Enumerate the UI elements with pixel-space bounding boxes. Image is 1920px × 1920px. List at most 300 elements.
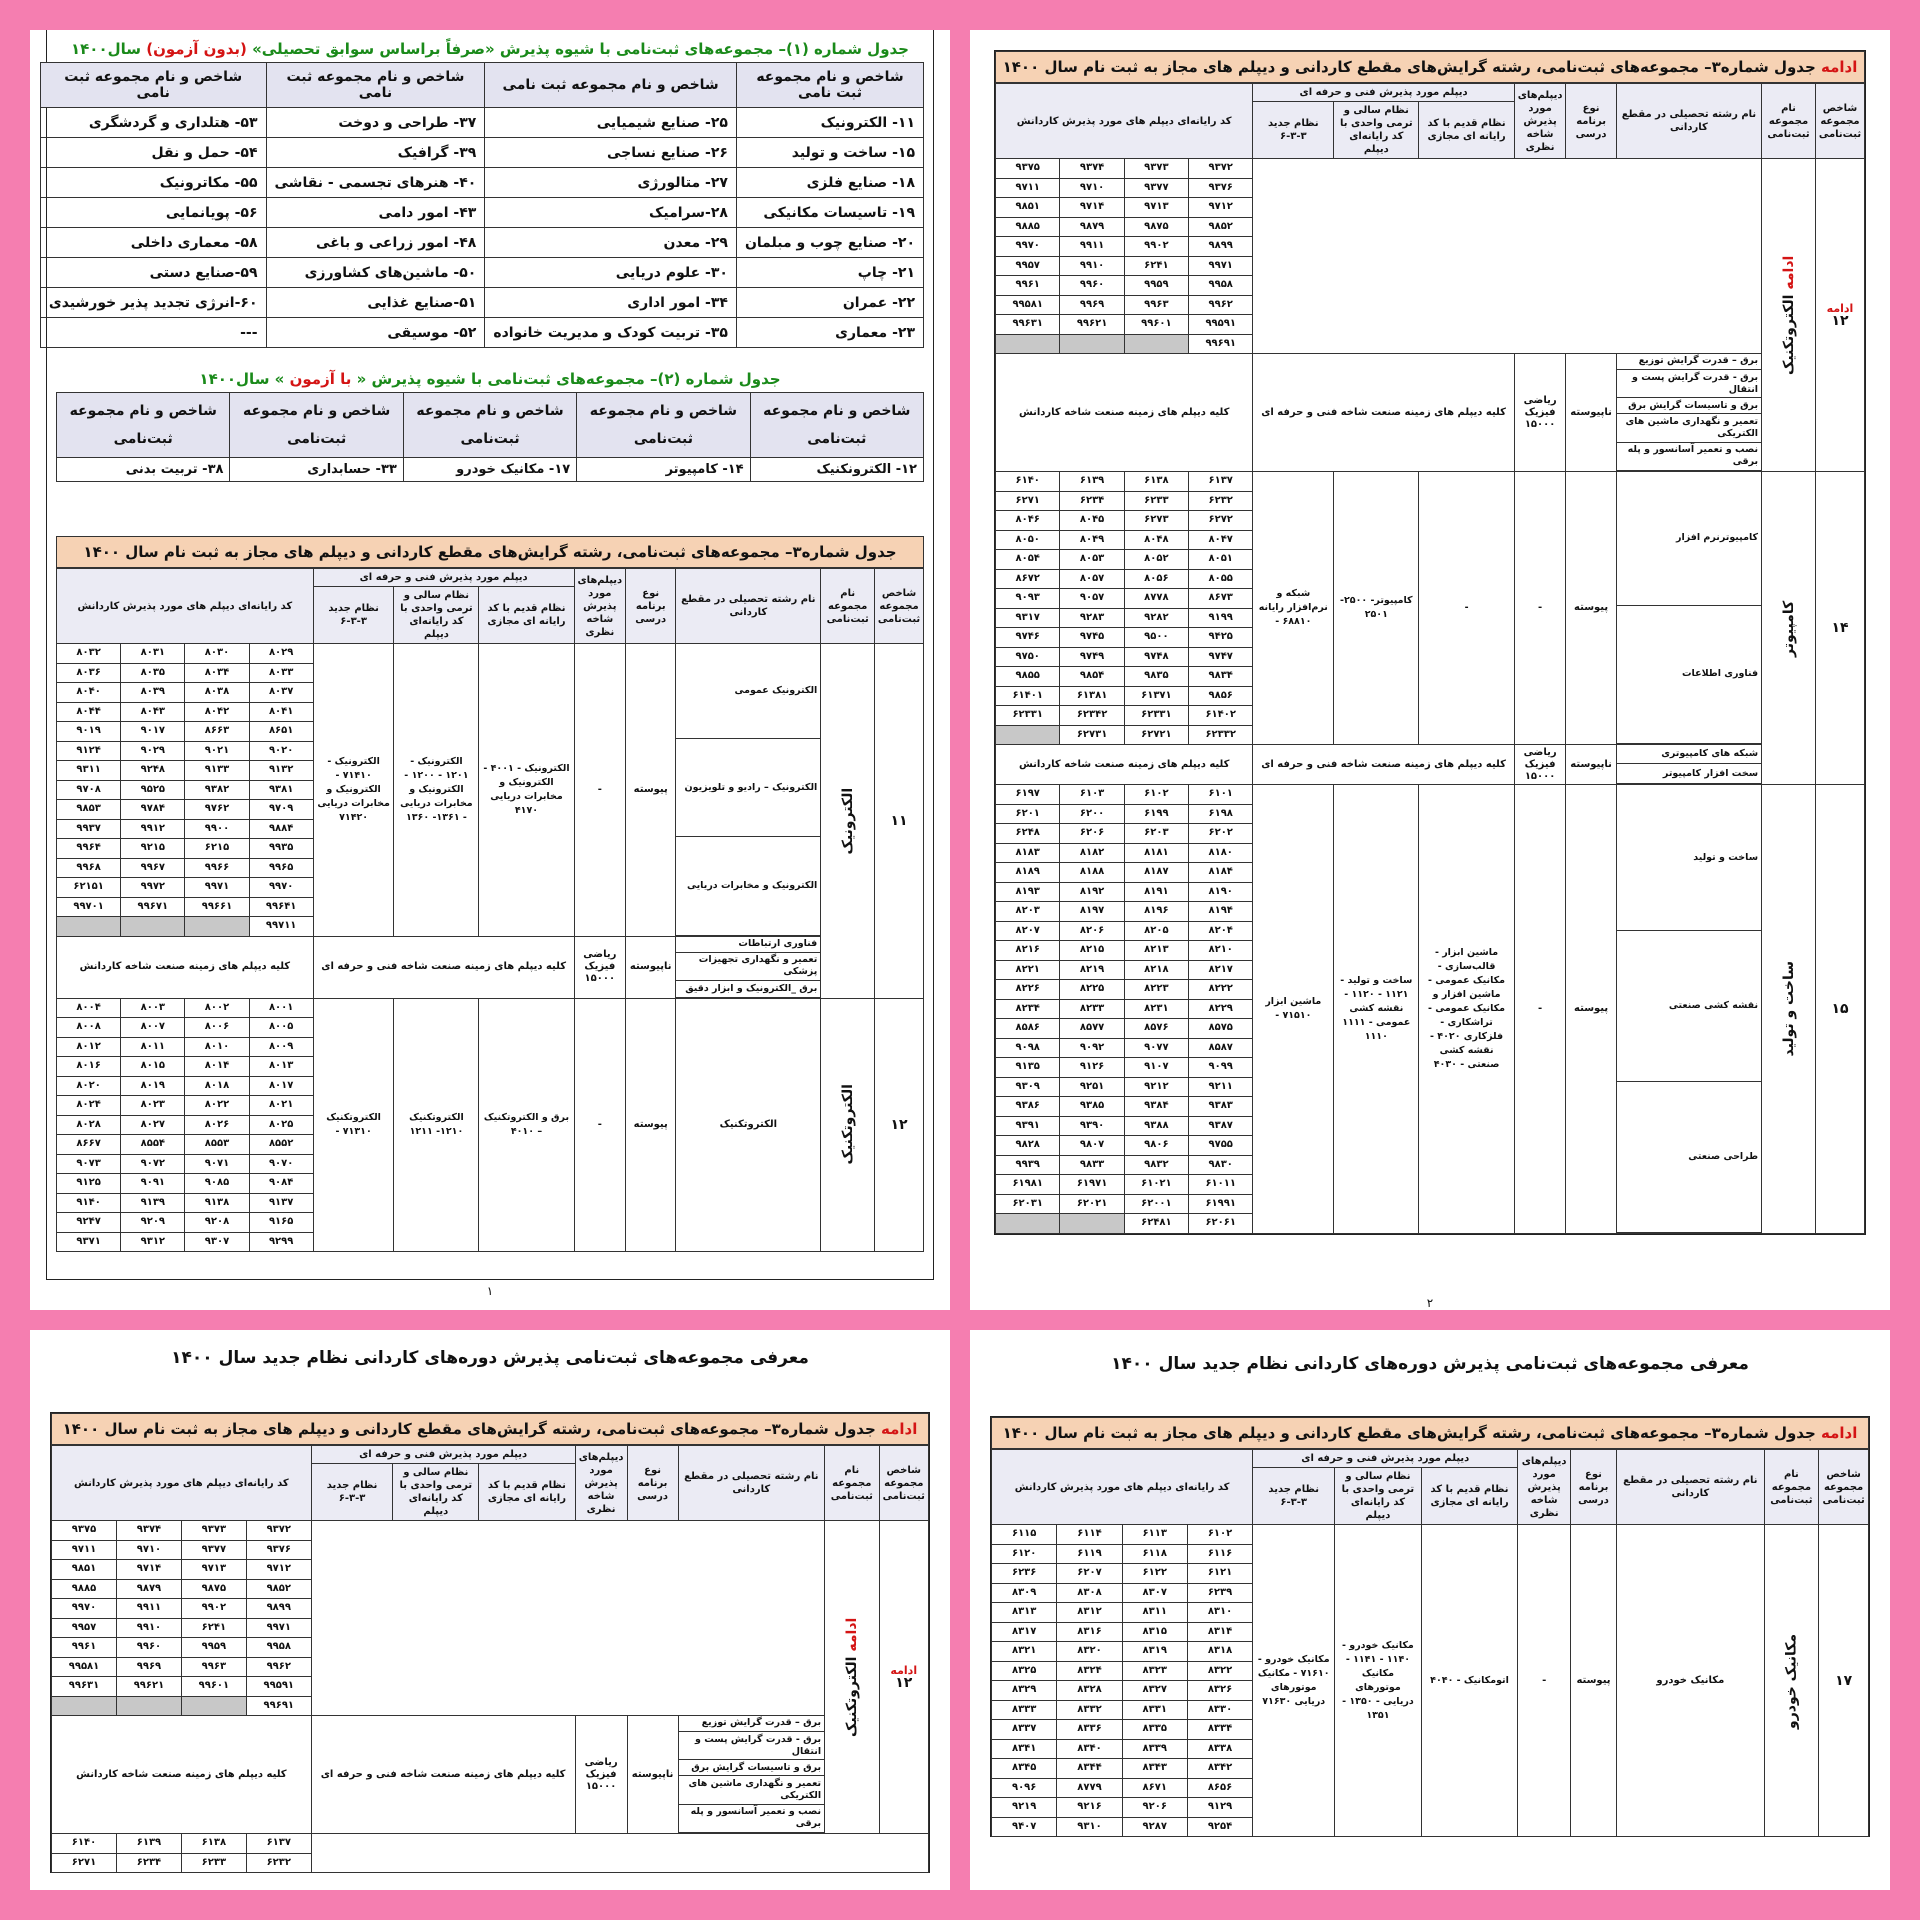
diploma-code: ۹۱۳۹ (121, 1193, 185, 1213)
diploma-code: ۹۹۶۷ (121, 858, 185, 878)
group-index-value: ۱۲ (895, 1675, 913, 1691)
diploma-code: ۹۹۱۱ (117, 1599, 182, 1619)
diploma-code: ۸۲۱۹ (1060, 960, 1124, 980)
diploma-code: ۸۰۵۳ (1060, 550, 1124, 570)
table-1-row (40, 108, 923, 138)
table-3-header-row (57, 569, 924, 587)
diploma-code: ۹۹۷۱ (1189, 256, 1253, 276)
diploma-code: ۹۹۶۴ (57, 839, 121, 859)
table-cell: ۴۳- امور دامی (266, 198, 485, 228)
diploma-code: ۹۳۷۲ (1189, 159, 1253, 179)
field-name: برق _الکترونیک و ابزار دقیق (676, 981, 820, 997)
diploma-code: ۸۰۵۷ (1060, 569, 1124, 589)
group-index (879, 1521, 928, 1834)
tech-diploma: کلیه دیپلم های زمینه صنعت شاخه فنی و حرفه ای (311, 1716, 575, 1834)
field-name: تعمیر و نگهداری ماشین های الکتریکی (679, 1776, 825, 1804)
diploma-code: ۸۰۱۷ (249, 1076, 313, 1096)
column-header: نظام جدید ۳-۳-۶ (313, 587, 394, 644)
theory-diploma: - (1518, 1525, 1570, 1837)
table-cell: ۶۰-انرژی تجدید پذیر خورشیدی (40, 288, 266, 318)
diploma-code: ۸۷۷۸ (1124, 589, 1188, 609)
diploma-code: ۹۳۹۰ (1060, 1116, 1124, 1136)
blank-cell (1253, 159, 1762, 354)
diploma-code: ۹۳۸۶ (996, 1097, 1060, 1117)
diploma-code: ۶۲۰۷ (1057, 1564, 1122, 1584)
diploma-code: ۶۲۷۲ (1189, 511, 1253, 531)
diploma-code: ۹۹۵۹۱ (246, 1677, 311, 1697)
table-3-header-row (992, 1450, 1869, 1468)
diploma-code: ۶۱۱۸ (1122, 1544, 1187, 1564)
annual-system-diploma: مکانیک خودرو - ۱۱۴۰ - ۱۱۴۱ - مکانیک موتورهای دریایی - ۱۳۵۰ - ۱۳۵۱ (1335, 1525, 1421, 1837)
table-cell: ۳۷- طراحی و دوخت (266, 108, 485, 138)
diploma-code: ۹۰۹۱ (121, 1174, 185, 1194)
diploma-code: ۹۰۹۹ (1189, 1058, 1253, 1078)
diploma-code: ۹۸۸۵ (996, 217, 1060, 237)
diploma-code: ۸۶۵۶ (1187, 1778, 1252, 1798)
diploma-code: ۹۲۸۷ (1122, 1817, 1187, 1837)
diploma-code: ۶۱۳۷ (1189, 472, 1253, 492)
diploma-code: ۸۰۱۵ (121, 1057, 185, 1077)
diploma-code: ۹۳۰۹ (996, 1077, 1060, 1097)
field-name: فناوری ارتباطات (676, 937, 820, 953)
group-index: ۱۱ (875, 644, 924, 999)
diploma-code: ۸۲۱۳ (1124, 941, 1188, 961)
diploma-code: ۹۹۶۲۱ (117, 1677, 182, 1697)
diploma-code: ۹۹۶۰ (117, 1638, 182, 1658)
diploma-code: ۹۳۸۴ (1124, 1097, 1188, 1117)
column-header: کد رایانه‌ای دیپلم های مورد پذیرش کاردانش (996, 84, 1253, 159)
diploma-code: ۹۸۹۹ (1189, 237, 1253, 257)
diploma-code: ۹۹۷۱۱ (249, 917, 313, 937)
table-1-row (40, 228, 923, 258)
diploma-code: ۶۱۹۸ (1189, 804, 1253, 824)
diploma-code: ۸۱۸۸ (1060, 863, 1124, 883)
diploma-code: ۹۰۷۷ (1124, 1038, 1188, 1058)
table-row (996, 354, 1865, 472)
diploma-code: ۸۰۰۵ (249, 1018, 313, 1038)
group-name (1762, 159, 1816, 472)
diploma-code: ۹۰۹۳ (996, 589, 1060, 609)
table-2-row (57, 458, 924, 482)
table-cell: ۳۰- علوم دریایی (485, 258, 737, 288)
diploma-code: ۹۲۱۹ (992, 1798, 1057, 1818)
diploma-code: ۶۱۳۸ (181, 1834, 246, 1854)
column-header: کد رایانه‌ای دیپلم های مورد پذیرش کاردانش (52, 1446, 312, 1521)
table-3-cont (51, 1445, 929, 1873)
column-header: نام مجموعه ثبت‌نامی (821, 569, 875, 644)
diploma-code: ۶۱۴۰۲ (1189, 706, 1253, 726)
diploma-code: ۶۲۳۳۲ (1189, 725, 1253, 745)
diploma-code: ۹۹۱۲ (121, 819, 185, 839)
diploma-code: ۸۳۳۱ (1122, 1700, 1187, 1720)
diploma-code: ۹۱۲۹ (1187, 1798, 1252, 1818)
diploma-code: ۹۱۳۵ (996, 1058, 1060, 1078)
diploma-code: ۸۳۳۳ (992, 1700, 1057, 1720)
diploma-code: ۸۳۳۲ (1057, 1700, 1122, 1720)
diploma-code: ۶۱۳۹ (117, 1834, 182, 1854)
diploma-code: ۶۱۰۱ (1189, 785, 1253, 805)
diploma-code: ۶۱۹۹ (1124, 804, 1188, 824)
diploma-code: ۹۲۵۱ (1060, 1077, 1124, 1097)
column-header: نظام جدید ۳-۳-۶ (311, 1464, 393, 1521)
diploma-code: ۹۲۰۶ (1122, 1798, 1187, 1818)
column-header: نام رشته تحصیلی در مقطع کاردانی (676, 569, 821, 644)
diploma-code: ۹۹۵۹ (1124, 276, 1188, 296)
diploma-code: ۹۹۶۸ (57, 858, 121, 878)
diploma-code: ۹۷۱۴ (1060, 198, 1124, 218)
diploma-code: ۶۱۰۱۱ (1189, 1175, 1253, 1195)
diploma-code (996, 1214, 1060, 1234)
program-type: پیوسته (1570, 1525, 1616, 1837)
diploma-code: ۸۵۷۶ (1124, 1019, 1188, 1039)
diploma-code: ۸۰۲۹ (249, 644, 313, 664)
diploma-code: ۸۳۱۴ (1187, 1622, 1252, 1642)
diploma-code: ۹۹۵۸۱ (52, 1657, 117, 1677)
diploma-code: ۹۹۶۶ (185, 858, 249, 878)
diploma-code: ۶۱۹۹۱ (1189, 1194, 1253, 1214)
diploma-code: ۸۱۹۶ (1124, 902, 1188, 922)
diploma-code: ۹۹۶۷۱ (121, 897, 185, 917)
diploma-code: ۹۸۸۵ (52, 1579, 117, 1599)
table-row (52, 1834, 929, 1854)
diploma-code: ۹۸۳۲ (1124, 1155, 1188, 1175)
diploma-code: ۹۷۱۳ (181, 1560, 246, 1580)
diploma-code: ۸۲۲۵ (1060, 980, 1124, 1000)
diploma-code: ۹۳۷۳ (181, 1521, 246, 1541)
diploma-code: ۹۹۱۰ (1060, 256, 1124, 276)
diploma-code: ۸۰۳۲ (57, 644, 121, 664)
diploma-code: ۸۳۳۷ (992, 1720, 1057, 1740)
table-row (52, 1521, 929, 1541)
diploma-code: ۸۵۸۷ (1189, 1038, 1253, 1058)
column-header: نوع برنامه درسی (627, 1446, 678, 1521)
diploma-code: ۹۹۶۵ (249, 858, 313, 878)
diploma-code: ۶۱۱۵ (992, 1525, 1057, 1545)
diploma-code: ۹۹۰۲ (1124, 237, 1188, 257)
diploma-code: ۶۱۰۲۱ (1124, 1175, 1188, 1195)
table-row (996, 745, 1865, 785)
table-1-header-row (40, 63, 923, 108)
diploma-code: ۶۱۰۳ (1060, 785, 1124, 805)
diploma-code: ۹۲۵۴ (1187, 1817, 1252, 1837)
diploma-code: ۶۲۷۱ (52, 1853, 117, 1873)
diploma-code: ۸۰۰۳ (121, 998, 185, 1018)
diploma-code: ۸۳۱۳ (992, 1603, 1057, 1623)
diploma-code: ۹۳۸۷ (1189, 1116, 1253, 1136)
diploma-code: ۸۵۸۶ (996, 1019, 1060, 1039)
diploma-code: ۸۰۰۴ (57, 998, 121, 1018)
diploma-code: ۹۳۷۶ (1189, 178, 1253, 198)
column-header: دیپلم مورد پذیرش فنی و حرفه ای (1253, 1450, 1518, 1468)
diploma-code: ۹۴۰۷ (992, 1817, 1057, 1837)
diploma-code: ۹۰۵۷ (1060, 589, 1124, 609)
kardanesh-diploma: کلیه دیپلم های زمینه صنعت شاخه کاردانش (52, 1716, 312, 1834)
diploma-code: ۹۹۵۸۱ (996, 295, 1060, 315)
diploma-code: ۶۲۳۹ (1187, 1583, 1252, 1603)
diploma-code: ۶۲۳۳ (1124, 491, 1188, 511)
diploma-code: ۹۷۴۸ (1124, 647, 1188, 667)
diploma-code: ۸۲۲۲ (1189, 980, 1253, 1000)
diploma-code: ۸۰۵۲ (1124, 550, 1188, 570)
page-2 (970, 30, 1890, 1310)
diploma-code: ۹۰۲۱ (185, 741, 249, 761)
blank-cell (311, 1834, 928, 1873)
table-cell: ۲۸-سرامیک (485, 198, 737, 228)
diploma-code: ۸۶۵۱ (249, 722, 313, 742)
annual-system-diploma: کامپیوتر- ۲۵۰۰- ۲۵۰۱ (1334, 472, 1419, 745)
diploma-code: ۸۰۴۱ (249, 702, 313, 722)
diploma-code: ۸۱۸۷ (1124, 863, 1188, 883)
diploma-code: ۶۱۳۷۱ (1124, 686, 1188, 706)
table-cell: ۵۰- ماشین‌های کشاورزی (266, 258, 485, 288)
column-header: نام مجموعه ثبت‌نامی (1764, 1450, 1819, 1525)
diploma-code: ۹۹۷۰ (249, 878, 313, 898)
table-row (57, 936, 924, 998)
diploma-code: ۹۳۹۱ (996, 1116, 1060, 1136)
diploma-code: ۸۱۸۹ (996, 863, 1060, 883)
diploma-code: ۸۱۹۱ (1124, 882, 1188, 902)
diploma-code: ۸۳۱۰ (1187, 1603, 1252, 1623)
diploma-code: ۹۳۷۵ (996, 159, 1060, 179)
table-cell: ۱۲- الکترونکنیک (750, 458, 923, 482)
field-names-cell (1616, 354, 1761, 472)
diploma-code: ۶۲۷۲۱ (1124, 725, 1188, 745)
diploma-code: ۶۱۳۸۱ (1060, 686, 1124, 706)
diploma-code: ۸۳۰۸ (1057, 1583, 1122, 1603)
diploma-code: ۸۰۳۸ (185, 683, 249, 703)
page-number: ۲ (1426, 1296, 1434, 1310)
diploma-code: ۸۵۷۷ (1060, 1019, 1124, 1039)
column-header: نظام قدیم با کد رایانه ای مجازی (1419, 102, 1514, 159)
program-type: پیوسته (1566, 472, 1616, 745)
diploma-code: ۸۰۴۴ (57, 702, 121, 722)
diploma-code: ۶۱۲۰ (992, 1544, 1057, 1564)
diploma-code: ۸۰۱۴ (185, 1057, 249, 1077)
diploma-code: ۶۲۳۴۲ (1060, 706, 1124, 726)
diploma-code: ۹۹۶۱ (52, 1638, 117, 1658)
table-2-caption: جدول شماره (۲)– مجموعه‌های ثبت‌نامی با شیوه پذیرش « با آزمون » سال۱۴۰۰ (199, 370, 781, 388)
field-name: سخت افزار کامپیوتر (1617, 764, 1761, 784)
group-index (1815, 159, 1864, 472)
diploma-code: ۹۱۳۲ (249, 761, 313, 781)
diploma-code: ۸۲۲۶ (996, 980, 1060, 1000)
diploma-code: ۹۳۷۴ (117, 1521, 182, 1541)
diploma-code: ۹۷۱۰ (1060, 178, 1124, 198)
diploma-code: ۹۲۱۵ (121, 839, 185, 859)
diploma-code: ۹۸۳۳ (1060, 1155, 1124, 1175)
diploma-code: ۸۳۳۹ (1122, 1739, 1187, 1759)
diploma-code: ۹۲۱۱ (1189, 1077, 1253, 1097)
field-name: برق – قدرت گرایش توزیع (679, 1716, 825, 1731)
old-system-diploma: برق و الکتروتکنیک – ۴۰۱۰ (479, 998, 574, 1252)
diploma-code: ۹۷۱۲ (246, 1560, 311, 1580)
diploma-code: ۹۰۸۴ (249, 1174, 313, 1194)
diploma-code: ۸۲۰۶ (1060, 921, 1124, 941)
table-cell: ۵۸- معماری داخلی (40, 228, 266, 258)
column-header: شاخص و نام مجموعه ثبت‌نامی (577, 393, 750, 458)
diploma-code: ۸۰۱۱ (121, 1037, 185, 1057)
diploma-code: ۸۶۷۳ (1189, 589, 1253, 609)
diploma-code: ۸۰۵۶ (1124, 569, 1188, 589)
diploma-code: ۶۱۳۸ (1124, 472, 1188, 492)
program-type: ناپیوسته (1566, 745, 1616, 785)
diploma-code: ۹۸۲۸ (996, 1136, 1060, 1156)
tech-diploma: کلیه دیپلم های زمینه صنعت شاخه فنی و حرفه ای (1253, 354, 1514, 472)
diploma-code: ۸۳۴۵ (992, 1759, 1057, 1779)
diploma-code: ۶۱۹۷۱ (1060, 1175, 1124, 1195)
diploma-code: ۸۲۱۶ (996, 941, 1060, 961)
diploma-code: ۸۰۴۲ (185, 702, 249, 722)
table-2 (56, 392, 924, 482)
diploma-code: ۶۲۳۳۱ (996, 706, 1060, 726)
diploma-code: ۹۳۰۷ (185, 1232, 249, 1252)
column-header: نام رشته تحصیلی در مقطع کاردانی (1617, 1450, 1764, 1525)
table-cell: ۵۴- حمل و نقل (40, 138, 266, 168)
group-index: ۱۵ (1815, 785, 1864, 1234)
diploma-code: ۹۹۱۰ (117, 1618, 182, 1638)
theory-diploma: - (574, 644, 625, 937)
diploma-code: ۸۱۸۲ (1060, 843, 1124, 863)
diploma-code (57, 917, 121, 937)
diploma-code: ۸۰۵۵ (1189, 569, 1253, 589)
diploma-code: ۹۹۵۸ (1189, 276, 1253, 296)
new-system-diploma: ماشین ابزار ۷۱۵۱۰ - (1253, 785, 1334, 1234)
column-header: نظام قدیم با کد رایانه ای مجازی (479, 1464, 575, 1521)
table-cell: ۵۹-صنایع دستی (40, 258, 266, 288)
group-index-value: ۱۲ (1831, 313, 1849, 329)
diploma-code: ۸۲۰۷ (996, 921, 1060, 941)
table-3-header-row (52, 1446, 929, 1464)
diploma-code: ۸۳۱۸ (1187, 1642, 1252, 1662)
diploma-code (1060, 334, 1124, 354)
column-header: شاخص و نام مجموعه ثبت نامی (40, 63, 266, 108)
diploma-code: ۶۱۳۹ (1060, 472, 1124, 492)
diploma-code: ۸۰۲۲ (185, 1096, 249, 1116)
diploma-code: ۹۷۴۶ (996, 628, 1060, 648)
diploma-code: ۸۰۱۲ (57, 1037, 121, 1057)
field-name: نصب و تعمیر آسانسور و پله برقی (679, 1804, 825, 1833)
diploma-code: ۹۲۱۶ (1057, 1798, 1122, 1818)
table-cell: ۳۳- حسابداری (230, 458, 403, 482)
diploma-code: ۸۰۳۴ (185, 663, 249, 683)
diploma-code: ۹۱۲۵ (57, 1174, 121, 1194)
diploma-code: ۶۱۴۰ (996, 472, 1060, 492)
diploma-code: ۹۲۸۳ (1060, 608, 1124, 628)
page-1 (30, 30, 950, 1310)
diploma-code: ۹۲۱۲ (1124, 1077, 1188, 1097)
diploma-code: ۹۹۶۹۱ (246, 1696, 311, 1716)
diploma-code: ۹۹۶۳۱ (996, 315, 1060, 335)
diploma-code: ۹۲۹۹ (249, 1232, 313, 1252)
diploma-code: ۹۸۵۶ (1189, 686, 1253, 706)
table-cell: ۵۱-صنایع غذایی (266, 288, 485, 318)
diploma-code: ۸۳۲۱ (992, 1642, 1057, 1662)
diploma-code: ۸۳۰۹ (992, 1583, 1057, 1603)
column-header: نوع برنامه درسی (1570, 1450, 1616, 1525)
diploma-code: ۹۹۶۱ (996, 276, 1060, 296)
tech-diploma: کلیه دیپلم های زمینه صنعت شاخه فنی و حرفه ای (1253, 745, 1514, 785)
diploma-code: ۹۹۳۵ (249, 839, 313, 859)
diploma-code: ۹۹۶۰۱ (1124, 315, 1188, 335)
diploma-code: ۸۳۲۶ (1187, 1681, 1252, 1701)
diploma-code: ۶۲۰۶۱ (1189, 1214, 1253, 1234)
table-cell: ۲۵- صنایع شیمیایی (485, 108, 737, 138)
diploma-code: ۹۳۱۱ (57, 761, 121, 781)
table-3-header-row (996, 84, 1865, 102)
diploma-code: ۹۹۷۰۱ (57, 897, 121, 917)
diploma-code: ۹۱۲۶ (1060, 1058, 1124, 1078)
theory-diploma: ریاضی فیزیک ۱۵۰۰۰ (575, 1716, 627, 1834)
diploma-code: ۶۱۱۳ (1122, 1525, 1187, 1545)
table-row (992, 1525, 1869, 1545)
field-name: نقشه کشی صنعتی (1617, 931, 1761, 1082)
diploma-code: ۹۰۷۰ (249, 1154, 313, 1174)
diploma-code: ۸۰۴۳ (121, 702, 185, 722)
diploma-code: ۹۹۶۰۱ (181, 1677, 246, 1697)
diploma-code: ۹۰۹۸ (996, 1038, 1060, 1058)
program-type: پیوسته (1566, 785, 1616, 1234)
diploma-code: ۸۰۳۳ (249, 663, 313, 683)
diploma-code: ۸۰۰۹ (249, 1037, 313, 1057)
diploma-code: ۸۰۵۰ (996, 530, 1060, 550)
column-header: نام مجموعه ثبت‌نامی (825, 1446, 879, 1521)
diploma-code: ۹۸۰۶ (1124, 1136, 1188, 1156)
diploma-code: ۸۶۶۷ (57, 1135, 121, 1155)
diploma-code: ۹۳۷۷ (1124, 178, 1188, 198)
new-system-diploma: الکترونیک - ۷۱۴۱۰ - الکترونیک و مخابرات دریایی ۷۱۴۲۰ (313, 644, 394, 937)
diploma-code: ۸۱۹۰ (1189, 882, 1253, 902)
table-cell: ۲۳- معماری (736, 318, 923, 348)
diploma-code: ۹۷۱۰ (117, 1540, 182, 1560)
table-row (996, 472, 1865, 492)
page-number: ۱ (486, 1284, 494, 1298)
diploma-code: ۹۸۵۲ (1189, 217, 1253, 237)
field-name: تعمیر و نگهداری ماشین های الکتریکی (1617, 414, 1761, 442)
diploma-code: ۹۹۵۷ (52, 1618, 117, 1638)
group-name-value: الکتروتکنیک (1780, 289, 1797, 375)
table-row (996, 785, 1865, 805)
diploma-code: ۸۳۱۶ (1057, 1622, 1122, 1642)
diploma-code: ۹۳۱۰ (1057, 1817, 1122, 1837)
diploma-code: ۹۸۳۵ (1124, 667, 1188, 687)
diploma-code: ۸۰۲۱ (249, 1096, 313, 1116)
column-header: دیپلم‌های مورد پذیرش شاخه نظری (1518, 1450, 1570, 1525)
diploma-code: ۹۳۸۱ (249, 780, 313, 800)
table-cell: ۲۰- صنایع چوب و مبلمان (736, 228, 923, 258)
field-name: طراحی صنعتی (1617, 1081, 1761, 1232)
diploma-code: ۸۲۱۵ (1060, 941, 1124, 961)
diploma-code: ۹۹۶۳ (181, 1657, 246, 1677)
table-cell: ۱۵- ساخت و تولید (736, 138, 923, 168)
new-system-diploma: مکانیک خودرو - ۷۱۶۱۰ - مکانیک موتورهای دریایی ۷۱۶۳۰ (1253, 1525, 1335, 1837)
column-header: کد رایانه‌ای دیپلم های مورد پذیرش کاردانش (992, 1450, 1253, 1525)
table-3-title: ادامه جدول شماره۳– مجموعه‌های ثبت‌نامی، رشته گرایش‌های مقطع کاردانی و دیپلم های مجاز به ثبت نام سال ۱۴۰۰ (995, 51, 1865, 83)
table-1-row (40, 168, 923, 198)
tech-diploma: کلیه دیپلم های زمینه صنعت شاخه فنی و حرفه ای (313, 936, 574, 998)
diploma-code: ۹۰۲۰ (249, 741, 313, 761)
program-type: پیوسته (626, 644, 676, 937)
diploma-code: ۸۰۴۷ (1189, 530, 1253, 550)
table-3-title: ادامه جدول شماره۳– مجموعه‌های ثبت‌نامی، رشته گرایش‌های مقطع کاردانی و دیپلم های مجاز به ثبت نام سال ۱۴۰۰ (991, 1417, 1869, 1449)
page-3 (30, 1330, 950, 1890)
table-cell: ۲۷- متالورژی (485, 168, 737, 198)
diploma-code: ۹۰۸۵ (185, 1174, 249, 1194)
table-cell: ۳۴- امور اداری (485, 288, 737, 318)
diploma-code: ۹۹۷۱ (185, 878, 249, 898)
field-name: الکتروتکنیک (676, 998, 821, 1252)
table-3-section (56, 536, 924, 1252)
field-name: برق - قدرت گرایش پست و انتقال (679, 1731, 825, 1759)
